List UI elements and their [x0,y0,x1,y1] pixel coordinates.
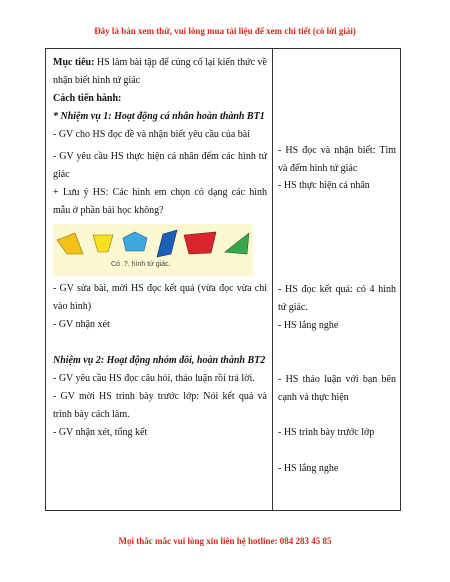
yellow-quadrilateral [57,233,83,254]
teacher-line-3: + Lưu ý HS: Các hình em chọn có dạng các hình mẫu ở phần bài học không? [53,187,267,216]
red-quadrilateral [184,232,216,254]
student-line-1: - HS đọc và nhận biết: Tìm và đếm hình tứ giác [278,145,396,174]
task2-title: Nhiệm vụ 2: Hoạt động nhóm đôi, hoàn thành BT2 [53,355,266,366]
green-triangle [225,233,249,254]
teacher-line-4: - GV sửa bài, mời HS đọc kết quả (vừa đọc vừa chỉ vào hình) [53,283,267,312]
student-line-2: - HS thực hiện cá nhân [278,180,370,191]
teacher-line-6: - GV yêu cầu HS đọc câu hỏi, thảo luận rồi trả lời. [53,373,255,384]
figure-caption: Có .?. hình tứ giác. [111,261,171,268]
procedure-heading: Cách tiến hành: [53,93,122,104]
student-line-5: - HS thảo luận với bạn bên cạnh và thực hiện [278,374,396,403]
teacher-line-8: - GV nhận xét, tổng kết [53,427,148,438]
student-line-4: - HS lắng nghe [278,320,339,331]
preview-banner: Đây là bản xem thử, vui lòng mua tài liệu để xem chi tiết (có lời giải) [94,26,356,36]
objective-text: HS làm bài tập để củng cố lại kiến thức về nhận biết hình tứ giác [53,57,267,86]
teacher-line-2: - GV yêu cầu HS thực hiện cá nhân đếm các hình tứ giác [53,151,267,180]
student-line-3: - HS đọc kết quả: có 4 hình tứ giác. [278,284,396,313]
lesson-table [45,48,401,511]
hotline-banner: Mọi thắc mắc vui lòng xin liên hệ hotline: 084 283 45 85 [118,536,332,546]
dark-blue-parallelogram [157,230,177,257]
column-divider [272,49,273,510]
student-line-7: - HS lắng nghe [278,463,339,474]
teacher-line-5: - GV nhận xét [53,319,110,330]
quadrilateral-figure [53,224,253,276]
teacher-activities-column [53,54,267,442]
teacher-line-7: - GV mời HS trình bày trước lớp: Nói kết quả và trình bày cách làm. [53,391,267,420]
task1-title: * Nhiệm vụ 1: Hoạt động cá nhân hoàn thành BT1 [53,111,265,122]
teacher-line-1: - GV cho HS đọc đề và nhận biết yêu cầu của bài [53,129,250,140]
student-line-6: - HS trình bày trước lớp [278,427,375,438]
yellow-trapezoid [93,235,113,252]
objective-label: Mục tiêu: [53,57,95,68]
blue-pentagon [123,232,147,251]
objective-paragraph [53,54,267,90]
